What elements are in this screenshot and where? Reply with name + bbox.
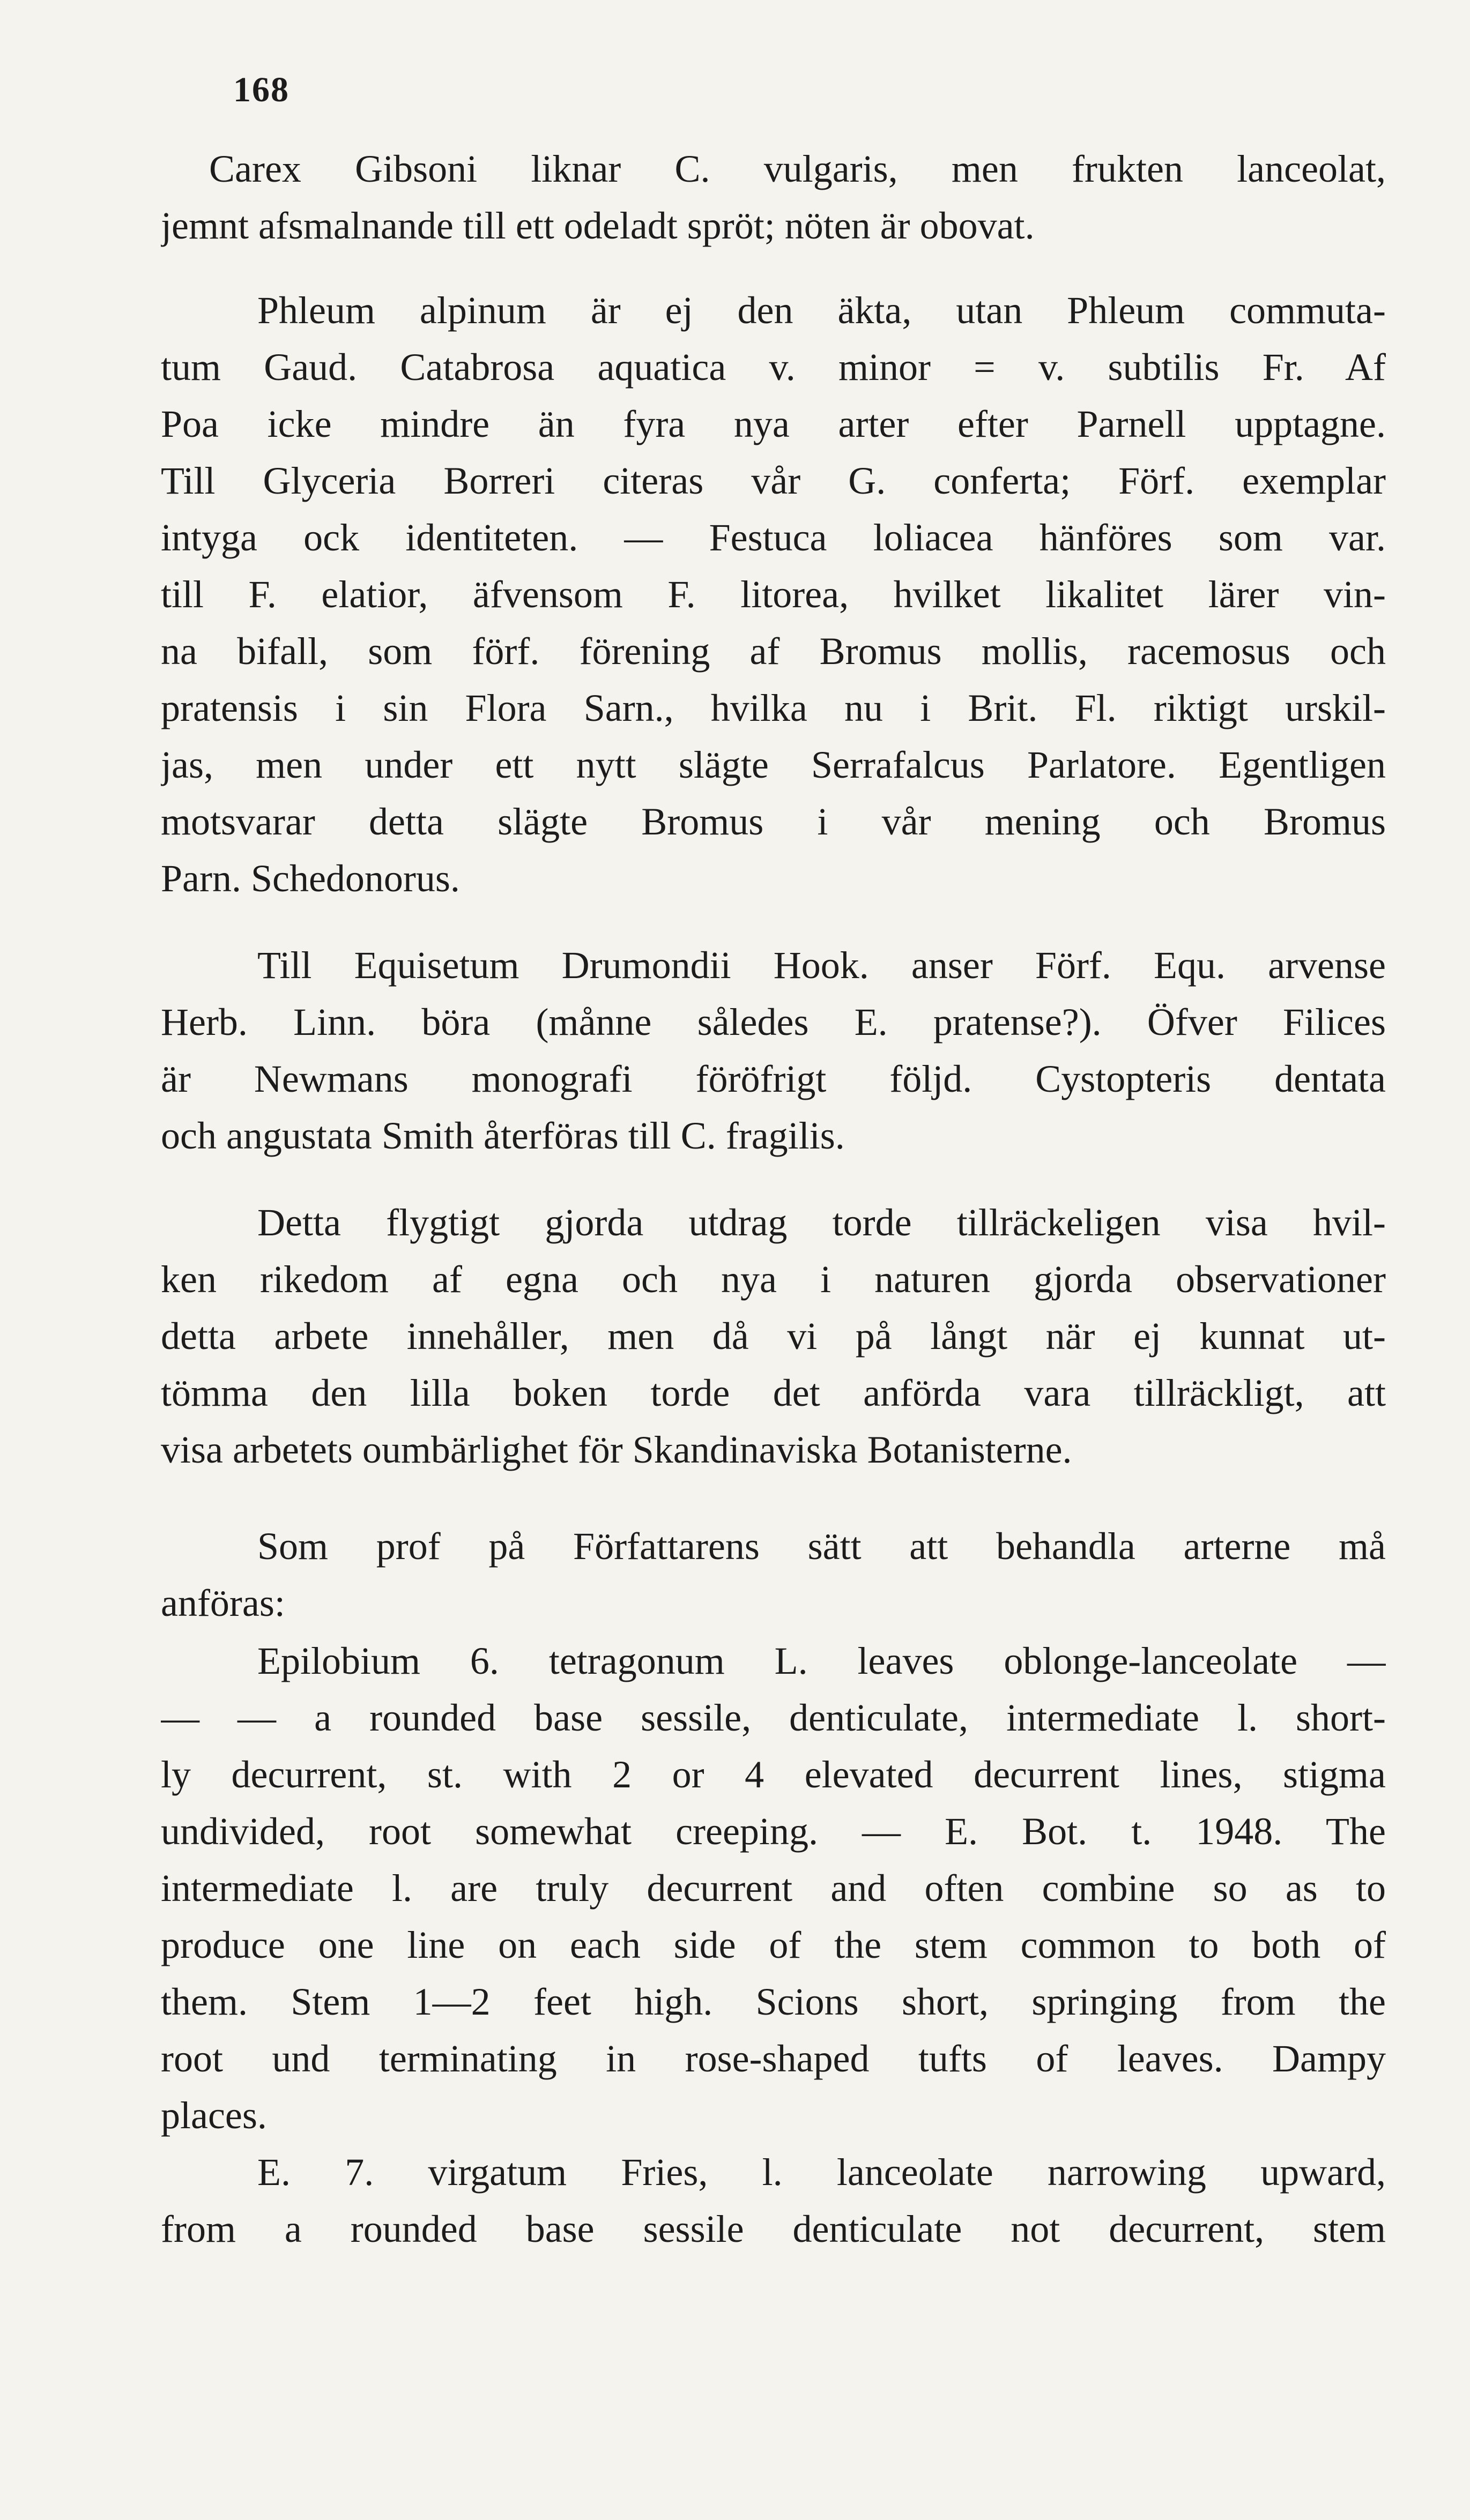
text-line: Phleum alpinum är ej den äkta, utan Phleum commuta- — [257, 289, 1386, 332]
text-line: ken rikedom af egna och nya i naturen gjorda observationer — [161, 1258, 1386, 1301]
page-number: 168 — [233, 70, 289, 109]
text-line: visa arbetets oumbärlighet för Skandinaviska Botanisterne. — [161, 1428, 1072, 1471]
text-line: Epilobium 6. tetragonum L. leaves oblonge-lanceolate — — [257, 1639, 1386, 1682]
text-line: jas, men under ett nytt slägte Serrafalcus Parlatore. Egentligen — [161, 743, 1386, 786]
text-line: Poa icke mindre än fyra nya arter efter Parnell upptagne. — [161, 402, 1386, 445]
text-line: root und terminating in rose-shaped tufts of leaves. Dampy — [161, 2037, 1386, 2080]
text-line: them. Stem 1—2 feet high. Scions short, springing from the — [161, 1980, 1386, 2023]
text-line: intyga ock identiteten. — Festuca loliacea hänföres som var. — [161, 516, 1386, 559]
text-line: är Newmans monografi föröfrigt följd. Cystopteris dentata — [161, 1057, 1386, 1100]
text-line: E. 7. virgatum Fries, l. lanceolate narrowing upward, — [257, 2151, 1386, 2194]
text-line: ly decurrent, st. with 2 or 4 elevated decurrent lines, stigma — [161, 1753, 1386, 1796]
text-line: Detta flygtigt gjorda utdrag torde tillräckeligen visa hvil- — [257, 1201, 1386, 1244]
text-line: jemnt afsmalnande till ett odeladt spröt; nöten är obovat. — [161, 204, 1035, 247]
text-line: motsvarar detta slägte Bromus i vår mening och Bromus — [161, 800, 1386, 843]
text-line: och angustata Smith återföras till C. fragilis. — [161, 1114, 845, 1157]
text-line: tömma den lilla boken torde det anförda vara tillräckligt, att — [161, 1371, 1386, 1414]
text-line: till F. elatior, äfvensom F. litorea, hvilket likalitet lärer vin- — [161, 573, 1386, 616]
text-line: pratensis i sin Flora Sarn., hvilka nu i Brit. Fl. riktigt urskil- — [161, 687, 1386, 729]
text-line: Carex Gibsoni liknar C. vulgaris, men frukten lanceolat, — [209, 147, 1386, 190]
text-line: detta arbete innehåller, men då vi på långt när ej kunnat ut- — [161, 1315, 1386, 1358]
text-line: anföras: — [161, 1582, 285, 1624]
text-line: Parn. Schedonorus. — [161, 857, 460, 900]
text-line: Till Glyceria Borreri citeras vår G. conferta; Förf. exemplar — [161, 459, 1386, 502]
text-line: Som prof på Författarens sätt att behandla arterne må — [257, 1525, 1386, 1568]
text-line: intermediate l. are truly decurrent and often combine so as to — [161, 1867, 1386, 1910]
text-line: produce one line on each side of the stem common to both of — [161, 1923, 1386, 1966]
text-line: Herb. Linn. böra (månne således E. pratense?). Öfver Filices — [161, 1001, 1386, 1043]
text-line: from a rounded base sessile denticulate not decurrent, stem — [161, 2208, 1386, 2250]
text-line: tum Gaud. Catabrosa aquatica v. minor = v. subtilis Fr. Af — [161, 346, 1386, 389]
text-line: undivided, root somewhat creeping. — E. Bot. t. 1948. The — [161, 1810, 1386, 1853]
text-line: — — a rounded base sessile, denticulate, intermediate l. short- — [161, 1696, 1386, 1739]
text-line: na bifall, som förf. förening af Bromus mollis, racemosus och — [161, 630, 1386, 673]
text-line: places. — [161, 2094, 267, 2137]
text-line: Till Equisetum Drumondii Hook. anser Förf. Equ. arvense — [257, 944, 1386, 987]
